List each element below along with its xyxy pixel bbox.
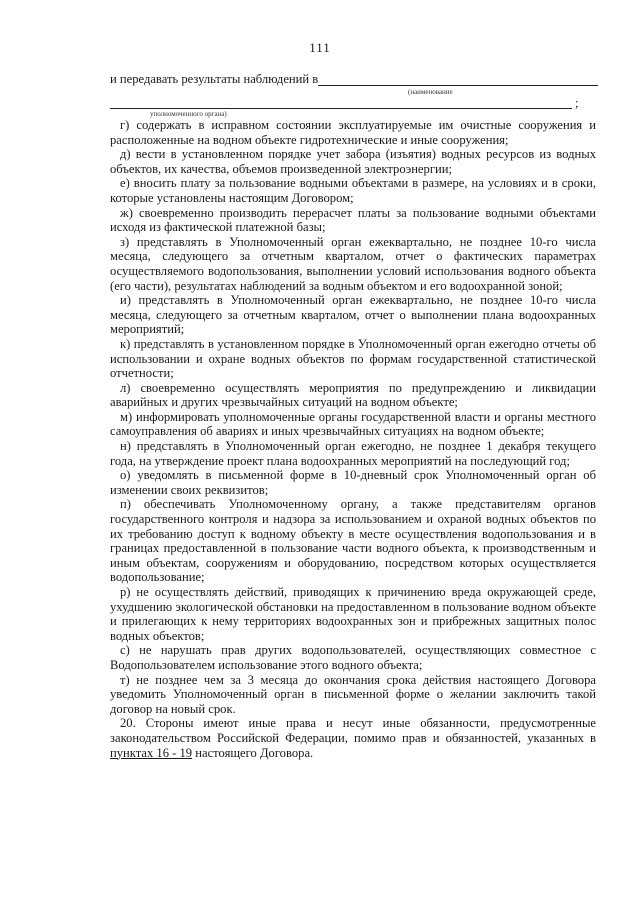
paragraph-e: е) вносить плату за пользование водными объектами в размере, на условиях и в сроки, которые установлены настоящим Договором; [110, 176, 596, 205]
fill-line-2 [110, 108, 572, 109]
page-number: 111 [309, 40, 331, 55]
paragraph-s: с) не нарушать прав других водопользователей, осуществляющих совместное с Водопользователем использование этого водного объекта; [110, 643, 596, 672]
paragraph-d: д) вести в установленном порядке учет забора (изъятия) водных ресурсов из водных объектов, их качества, объемов произведенной электроэнергии; [110, 147, 596, 176]
paragraph-r: р) не осуществлять действий, приводящих к причинению вреда окружающей среде, ухудшению экологической обстановки на предоставленном в пользование водном объекте и прилегающих к нему территориях водоохранных зон и прибрежных защитных полос водных объектов; [110, 585, 596, 643]
paragraph-l: л) своевременно осуществлять мероприятия по предупреждению и ликвидации аварийных и других чрезвычайных ситуаций на водном объекте; [110, 380, 596, 410]
paragraph-n: н) представлять в Уполномоченный орган ежегодно, не позднее 1 декабря текущего года, на утверждение проект плана водоохранных мероприятий на последующий год; [110, 439, 596, 468]
paragraph-m: м) информировать уполномоченные органы государственной власти и органы местного самоуправления об авариях и иных чрезвычайных ситуациях на водном объекте; [110, 409, 596, 439]
caption-organ: уполномоченного органа) [150, 110, 227, 118]
paragraph-i: и) представлять в Уполномоченный орган ежеквартально, не позднее 10-го числа месяца, следующего за отчетным кварталом, отчет о выполнении плана водоохранных мероприятий; [110, 293, 596, 337]
fill-line-1 [318, 85, 598, 86]
line-semicolon: ; [575, 96, 579, 110]
paragraph-o: о) уведомлять в письменной форме в 10-дневный срок Уполномоченный орган об изменении своих реквизитов; [110, 468, 596, 497]
clauses-reference-link[interactable]: пунктах 16 - 19 [110, 745, 193, 760]
body-text [110, 118, 596, 760]
paragraph-k: к) представлять в установленном порядке в Уполномоченный орган ежегодно отчеты об использовании и охране водных объектов по формам государственной статистической отчетности; [110, 336, 596, 381]
paragraph-20-end: настоящего Договора. [192, 745, 314, 760]
header-line-text: и передавать результаты наблюдений в [110, 72, 319, 86]
caption-naimenovanie: (наименование [408, 88, 453, 96]
paragraph-20-start: 20. Стороны имеют иные права и несут иные обязанности, предусмотренные законодательством Российской Федерации, помимо прав и обязанностей, указанных в [110, 716, 596, 745]
paragraph-z: з) представлять в Уполномоченный орган ежеквартально, не позднее 10-го числа месяца, следующего за отчетным кварталом, отчет о фактических параметрах осуществляемого водопользования, выполнении условий использования водного объекта (его части), результатах наблюдений за водным объектом и его водоохранной зоной; [110, 234, 596, 293]
paragraph-g: г) содержать в исправном состоянии эксплуатируемые им очистные сооружения и расположенные на водном объекте гидротехнические и иные сооружения; [110, 118, 596, 147]
paragraph-t: т) не позднее чем за 3 месяца до окончания срока действия настоящего Договора уведомить Уполномоченный орган в письменной форме о желании заключить такой договор на новый срок. [110, 672, 596, 716]
paragraph-zh: ж) своевременно производить перерасчет платы за пользование водными объектами исходя из фактической платежной базы; [110, 205, 596, 235]
paragraph-p: п) обеспечивать Уполномоченному органу, а также представителям органов государственного контроля и надзора за использованием и охраной водных объектов по их требованию доступ к водному объекту в месте осуществления водопользования и в границах предоставленной в пользование части водного объекта, к производственным и иным объектам, сооружениям и оборудованию, посредством которых осуществляется водопользование; [110, 497, 596, 585]
paragraph-20 [110, 716, 596, 760]
